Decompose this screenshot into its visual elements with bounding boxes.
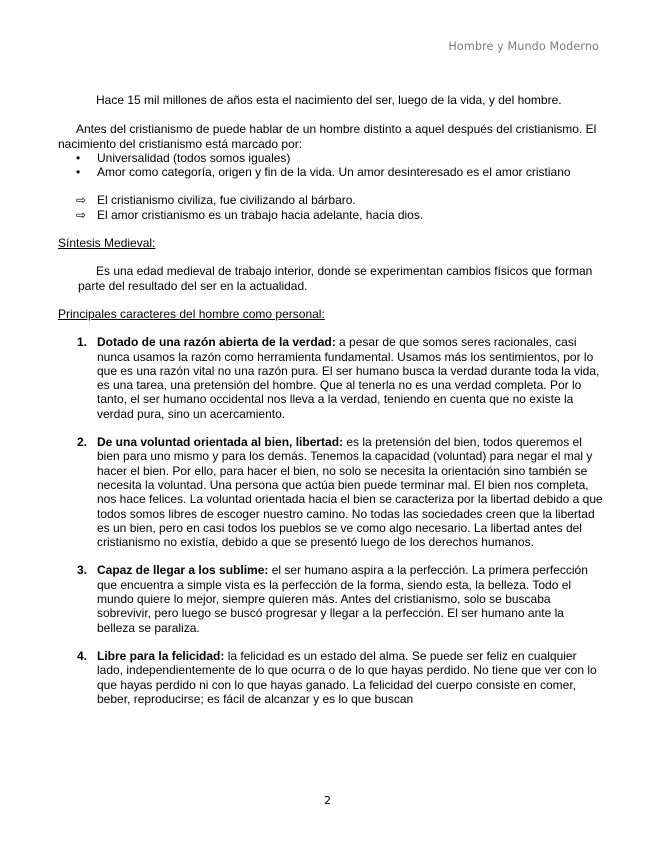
item-number: 2. [77, 435, 88, 450]
list-item [58, 193, 603, 207]
list-item [58, 151, 603, 165]
list-item [58, 165, 603, 179]
list-item [58, 563, 603, 634]
item-text: el ser humano aspira a la perfección. La primera perfección que encuentra a simple vista es la perfección de la forma, siendo esta, la belleza. Todo el mundo quiere lo mejor, siempre quieren más. Antes del cristianismo, solo se buscaba sobrevivir, pero luego se buscó progresar y llegar a la perfección. El ser humano ante la belleza se paraliza. [97, 563, 588, 635]
bullet-icon: • [76, 165, 81, 180]
running-header: Hombre y Mundo Moderno [448, 40, 599, 53]
item-number: 4. [77, 648, 88, 663]
arrow-text: El amor cristianismo es un trabajo hacia adelante, hacia dios. [97, 207, 424, 222]
bullet-text: Amor como categoría, origen y fin de la vida. Un amor desinteresado es el amor cristiano [97, 165, 571, 180]
item-text: la felicidad es un estado del alma. Se puede ser feliz en cualquier lado, independientemente de lo que ocurra o de lo que hayas perdido. No tiene que ver con lo que hayas perdido ni con lo que hayas ganado. La felicidad del cuerpo consiste en comer, beber, reproducirse; es fácil de alcanzar y es lo que buscan [97, 648, 597, 706]
arrow-list [58, 193, 603, 222]
item-term: Dotado de una razón abierta de la verdad: [97, 335, 336, 350]
item-term: De una voluntad orientada al bien, libertad: [97, 435, 344, 450]
intro-paragraph-1: Hace 15 mil millones de años esta el nacimiento del ser, luego de la vida, y del hombre. [96, 93, 562, 107]
item-number: 3. [77, 563, 88, 578]
bullet-icon: • [76, 150, 81, 165]
bullet-list [58, 151, 603, 180]
item-term: Capaz de llegar a los sublime: [97, 563, 269, 578]
synthesis-paragraph: Es una edad medieval de trabajo interior, donde se experimentan cambios físicos que forman parte del resultado del ser en la actualidad. [78, 264, 593, 293]
double-arrow-icon: ⇨ [76, 193, 87, 208]
item-text: es la pretensión del bien, todos queremos el bien para uno mismo y para los demás. Tenemos la capacidad (voluntad) para negar el mal y hacer el bien. Por ello, para hacer el bien, no solo se necesita la orientación sino también se necesita la voluntad. Una persona que actúa bien puede terminar mal. El bien nos completa, nos hace felices. La voluntad orientada hacia el bien se caracteriza por la libertad debido a que todos somos libres de escoger nuestro camino. No todas las sociedades creen que la libertad es un bien, pero en casi todos los pueblos se ve como algo necesario. La libertad antes del cristianismo no existía, debido a que se presentó luego de los derechos humanos. [97, 435, 603, 550]
list-item [58, 649, 603, 706]
item-number: 1. [77, 335, 88, 350]
list-item [58, 208, 603, 222]
double-arrow-icon: ⇨ [76, 207, 87, 222]
arrow-text: El cristianismo civiliza, fue civilizando al bárbaro. [97, 193, 356, 208]
intro-paragraph-2: Antes del cristianismo de puede hablar de un hombre distinto a aquel después del cristianismo. El nacimiento del cristianismo está marcado por: [58, 122, 597, 151]
list-item [58, 335, 603, 421]
item-text: a pesar de que somos seres racionales, casi nunca usamos la razón como herramienta fundamental. Usamos más los sentimientos, por lo que es una razón vital no una razón pura. El ser humano busca la verdad durante toda la vida, es una tarea, una pretensión del hombre. Que al tenerla no es una verdad completa. Por lo tanto, el ser humano occidental nos lleva a la verdad, teniendo en cuenta que no existe la verdad pura, sino un acercamiento. [97, 335, 600, 421]
bullet-text: Universalidad (todos somos iguales) [97, 150, 291, 165]
item-term: Libre para la felicidad: [97, 648, 225, 663]
page-number: 2 [324, 794, 331, 807]
section-heading-synthesis: Síntesis Medieval: [58, 236, 156, 251]
numbered-list [58, 335, 603, 706]
document-body [58, 93, 603, 720]
list-item [58, 435, 603, 549]
section-heading-characters: Principales caracteres del hombre como personal: [58, 306, 325, 321]
